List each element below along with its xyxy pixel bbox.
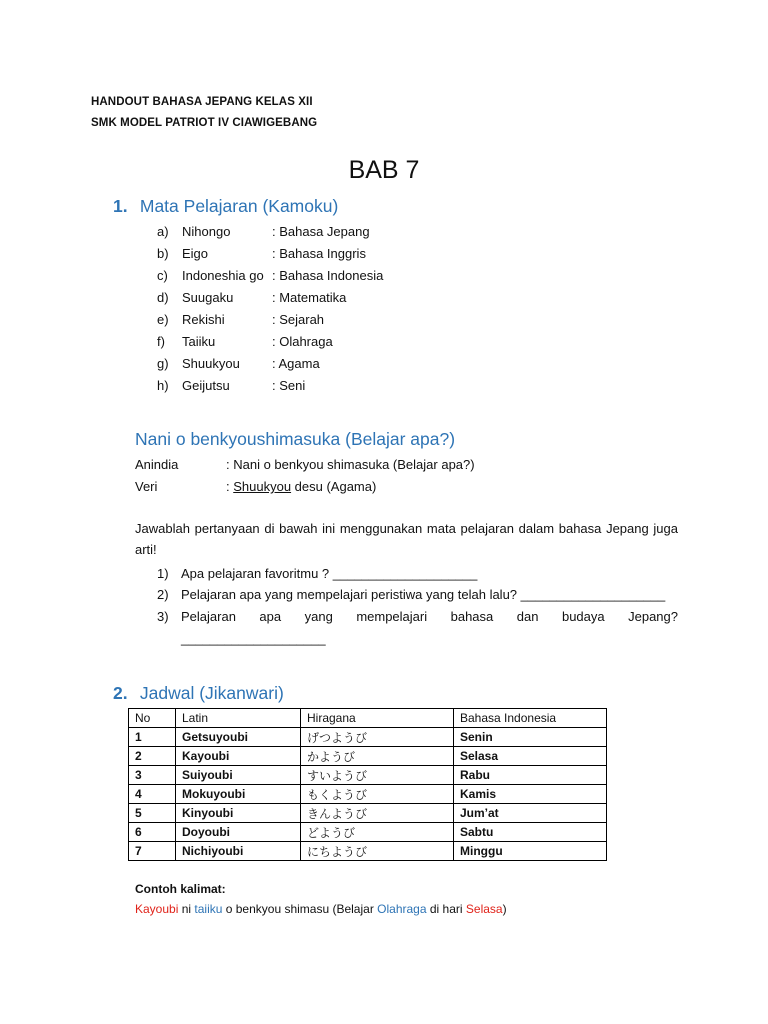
table-cell: すいようび	[301, 766, 454, 785]
subject-term: Geijutsu	[182, 378, 230, 393]
table-cell: 3	[129, 766, 176, 785]
subject-meaning: : Bahasa Inggris	[272, 246, 366, 261]
table-row	[129, 747, 607, 766]
example-sentence	[135, 902, 507, 916]
table-row	[129, 728, 607, 747]
chapter-title: BAB 7	[348, 156, 420, 184]
subject-meaning: : Agama	[272, 356, 320, 371]
question-number: 1)	[157, 566, 169, 581]
subject-term: Shuukyou	[182, 356, 240, 371]
dialog-heading: Nani o benkyoushimasuka (Belajar apa?)	[135, 429, 456, 449]
table-header-cell: Latin	[176, 709, 301, 728]
subject-meaning: : Sejarah	[272, 312, 325, 327]
example-label: Contoh kalimat:	[135, 882, 226, 896]
dialog-speaker: Veri	[135, 479, 158, 494]
table-cell: かようび	[301, 747, 454, 766]
section-2-number: 2.	[113, 683, 128, 703]
schedule-table	[128, 708, 607, 861]
table-row	[129, 823, 607, 842]
example-part: Olahraga	[377, 902, 427, 916]
question-number: 2)	[157, 587, 169, 602]
question-text: Apa pelajaran favoritmu ? ____________________	[181, 566, 478, 581]
example-part: Kayoubi	[135, 902, 179, 916]
subject-meaning: : Bahasa Jepang	[272, 224, 370, 239]
subject-term: Eigo	[182, 246, 209, 261]
example-part: Selasa	[465, 902, 503, 916]
table-row	[129, 804, 607, 823]
subject-meaning: : Matematika	[272, 290, 347, 305]
dialog-text	[226, 479, 376, 494]
question-text: Pelajaran apa yang mempelajari peristiwa yang telah lalu? ____________________	[181, 587, 666, 602]
table-cell: げつようび	[301, 728, 454, 747]
subject-meaning: : Bahasa Indonesia	[272, 268, 384, 283]
table-cell: 4	[129, 785, 176, 804]
table-row	[129, 785, 607, 804]
subject-letter: c)	[157, 268, 168, 283]
table-cell: Nichiyoubi	[176, 842, 301, 861]
dialog-sentence: Nani o benkyou shimasuka (Belajar apa?)	[233, 457, 475, 472]
table-cell: Senin	[454, 728, 607, 747]
table-cell: Kamis	[454, 785, 607, 804]
dialog-underlined-word: Shuukyou	[233, 479, 292, 494]
example-part: ni	[178, 902, 195, 916]
table-cell: Suiyoubi	[176, 766, 301, 785]
table-header-cell: Bahasa Indonesia	[454, 709, 607, 728]
table-row	[129, 842, 607, 861]
section-1-title: Mata Pelajaran (Kamoku)	[139, 196, 339, 216]
example-part: o benkyou shimasu (Belajar	[222, 902, 378, 916]
dialog-speaker: Anindia	[135, 457, 179, 472]
header-line-2: SMK MODEL PATRIOT IV CIAWIGEBANG	[91, 117, 318, 129]
section-2-heading	[113, 683, 284, 704]
table-cell: Kinyoubi	[176, 804, 301, 823]
example-part: di hari	[426, 902, 466, 916]
section-1-heading	[113, 196, 338, 217]
subject-term: Nihongo	[182, 224, 231, 239]
table-cell: 5	[129, 804, 176, 823]
subject-letter: e)	[157, 312, 169, 327]
table-cell: 6	[129, 823, 176, 842]
subject-term: Rekishi	[182, 312, 225, 327]
example-part: taiiku	[194, 902, 223, 916]
subject-letter: d)	[157, 290, 169, 305]
question-number: 3)	[157, 609, 169, 624]
subject-letter: a)	[157, 224, 169, 239]
table-cell: Getsuyoubi	[176, 728, 301, 747]
table-cell: 7	[129, 842, 176, 861]
table-cell: Mokuyoubi	[176, 785, 301, 804]
example-part: )	[502, 902, 507, 916]
table-cell: Rabu	[454, 766, 607, 785]
table-header-row	[129, 709, 607, 728]
subject-letter: h)	[157, 378, 169, 393]
table-cell: 2	[129, 747, 176, 766]
table-cell: Selasa	[454, 747, 607, 766]
table-cell: Sabtu	[454, 823, 607, 842]
section-2-title: Jadwal (Jikanwari)	[139, 683, 284, 703]
section-1-number: 1.	[113, 196, 128, 216]
subject-letter: b)	[157, 246, 169, 261]
dialog-colon: :	[226, 479, 234, 494]
table-cell: Doyoubi	[176, 823, 301, 842]
table-cell: Kayoubi	[176, 747, 301, 766]
question-text: Pelajaran apa yang mempelajari bahasa dan budaya Jepang?	[181, 609, 678, 624]
table-cell: Minggu	[454, 842, 607, 861]
dialog-text	[226, 457, 475, 472]
subject-term: Taiiku	[182, 334, 216, 349]
question-text: ____________________	[181, 631, 326, 646]
header-line-1: HANDOUT BAHASA JEPANG KELAS XII	[91, 96, 313, 108]
subject-term: Suugaku	[182, 290, 234, 305]
table-header-cell: No	[129, 709, 176, 728]
table-cell: にちようび	[301, 842, 454, 861]
table-cell: もくようび	[301, 785, 454, 804]
exercise-instruction: Jawablah pertanyaan di bawah ini menggunakan mata pelajaran dalam bahasa Jepang juga arti!	[135, 521, 678, 557]
dialog-colon: :	[226, 457, 234, 472]
table-header-cell: Hiragana	[301, 709, 454, 728]
table-row	[129, 766, 607, 785]
subject-meaning: : Seni	[272, 378, 306, 393]
subject-term: Indoneshia go	[182, 268, 264, 283]
table-cell: どようび	[301, 823, 454, 842]
table-cell: きんようび	[301, 804, 454, 823]
subject-meaning: : Olahraga	[272, 334, 333, 349]
subject-letter: g)	[157, 356, 169, 371]
subject-letter: f)	[157, 334, 165, 349]
dialog-sentence-rest: desu (Agama)	[291, 479, 377, 494]
table-cell: Jum’at	[454, 804, 607, 823]
table-cell: 1	[129, 728, 176, 747]
